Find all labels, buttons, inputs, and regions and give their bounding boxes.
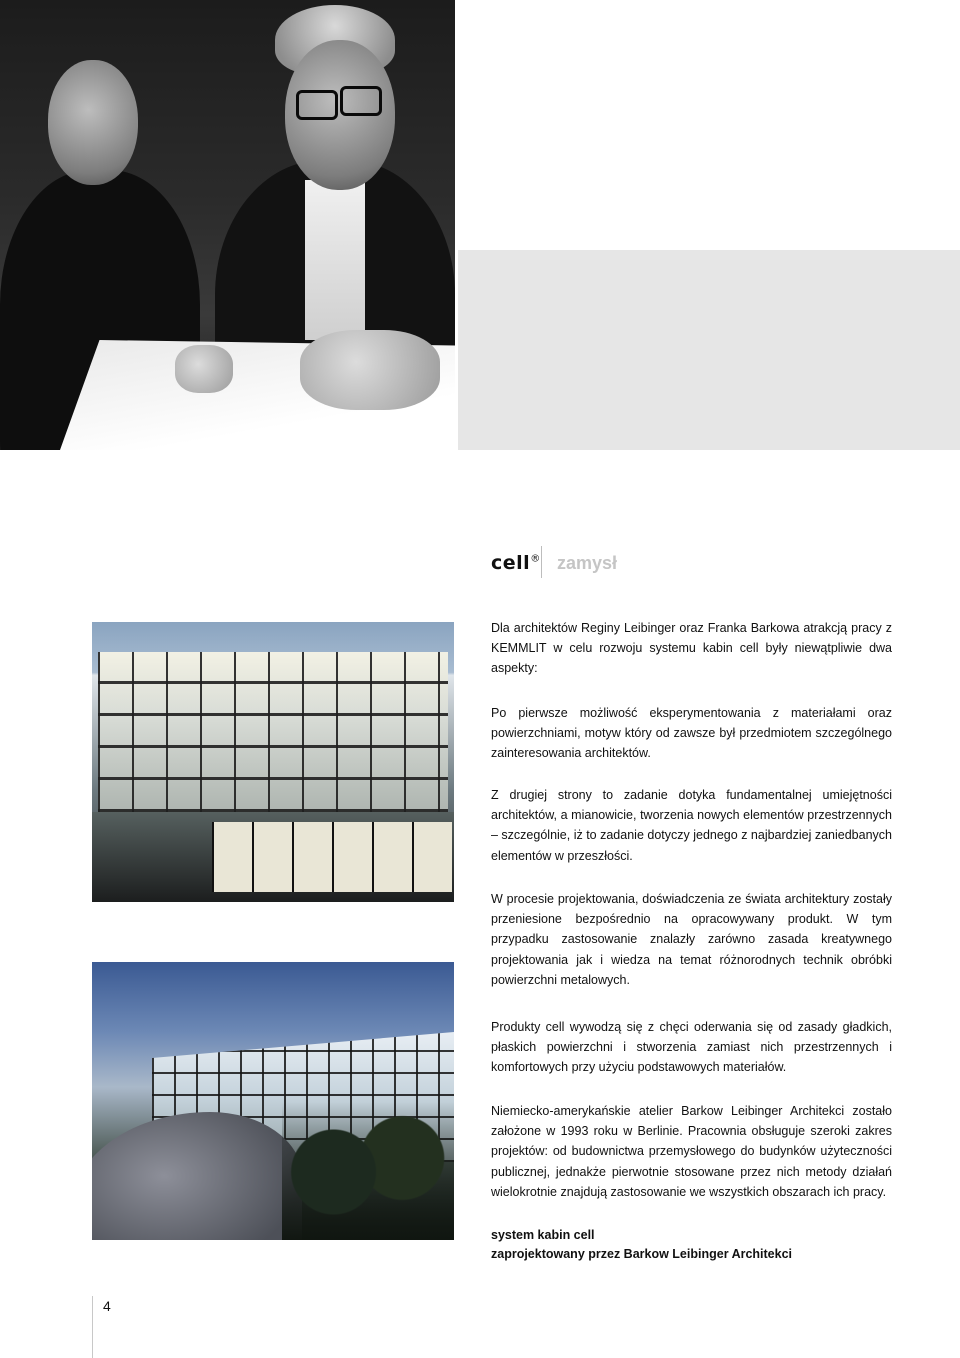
rock-landscape xyxy=(92,1112,302,1240)
cell-logo-text: cell xyxy=(491,552,531,574)
paragraph-atelier: Niemiecko-amerykańskie atelier Barkow Leibinger Architekci zostało założone w 1993 roku w Berlinie. Pracownia obsługuje szeroki zakres projektów: od budownictwa przemysłowego do budynków użyteczności publicznej, jednakże pierwotnie stosowane przez nich metody działań wielokrotnie znajdują zastosowanie we wszystkich obszarach ich pracy. xyxy=(491,1104,892,1199)
paragraph-design-process: W procesie projektowania, doświadczenia ze świata architektury zostały przeniesione bezpośrednio na opracowywany produkt. W tym przypadku zastosowanie znalazły zarówno zasada kreatywnego projektowania jak i wiedza na temat różnorodnych technik obróbki powierzchni metalowych. xyxy=(491,892,892,987)
glass-hall-photo xyxy=(92,962,454,1240)
architects-portrait-photo xyxy=(0,0,455,450)
man-shirt xyxy=(305,180,365,340)
caption-subtitle: zaprojektowany przez Barkow Leibinger Architekci xyxy=(491,1247,793,1261)
woman-face xyxy=(48,60,138,185)
gray-decor-block xyxy=(458,250,960,450)
man-hands xyxy=(300,330,440,410)
glasses-right-lens xyxy=(340,86,382,116)
glasses-left-lens xyxy=(296,90,338,120)
cell-logo xyxy=(491,552,541,574)
office-building-photo xyxy=(92,622,454,902)
low-pavilion xyxy=(212,822,452,892)
glass-facade xyxy=(98,652,448,812)
garden-plants xyxy=(282,1102,454,1240)
page-number: 4 xyxy=(103,1298,111,1314)
paragraph-spatial-elements: Z drugiej strony to zadanie dotyka fundamentalnej umiejętności architektów, a mianowicie, tworzenia nowych elementów przestrzennych – szczególnie, iż to zadanie dotyczy jednego z najbardziej zaniedbanych elementów w przeszłości. xyxy=(491,788,892,863)
brand-divider xyxy=(541,546,542,578)
section-title: zamysł xyxy=(557,553,618,573)
paragraph-intro: Dla architektów Reginy Leibinger oraz Franka Barkowa atrakcją pracy z KEMMLIT w celu rozwoju systemu kabin cell były niewątpliwie dwa aspekty: xyxy=(491,621,892,676)
footer-rule xyxy=(92,1296,93,1358)
paragraph-products: Produkty cell wywodzą się z chęci oderwania się od zasady gładkich, płaskich powierzchni i stworzenia zamiast nich przestrzennych i komfortowych przy użyciu podstawowych materiałów. xyxy=(491,1020,892,1075)
woman-hand xyxy=(175,345,233,393)
paragraph-materials: Po pierwsze możliwość eksperymentowania z materiałami oraz powierzchniami, motyw który od zawsze był przedmiotem szczególnego zainteresowania architektów. xyxy=(491,706,892,761)
registered-mark: ® xyxy=(530,553,541,565)
caption-title: system kabin cell xyxy=(491,1228,595,1242)
